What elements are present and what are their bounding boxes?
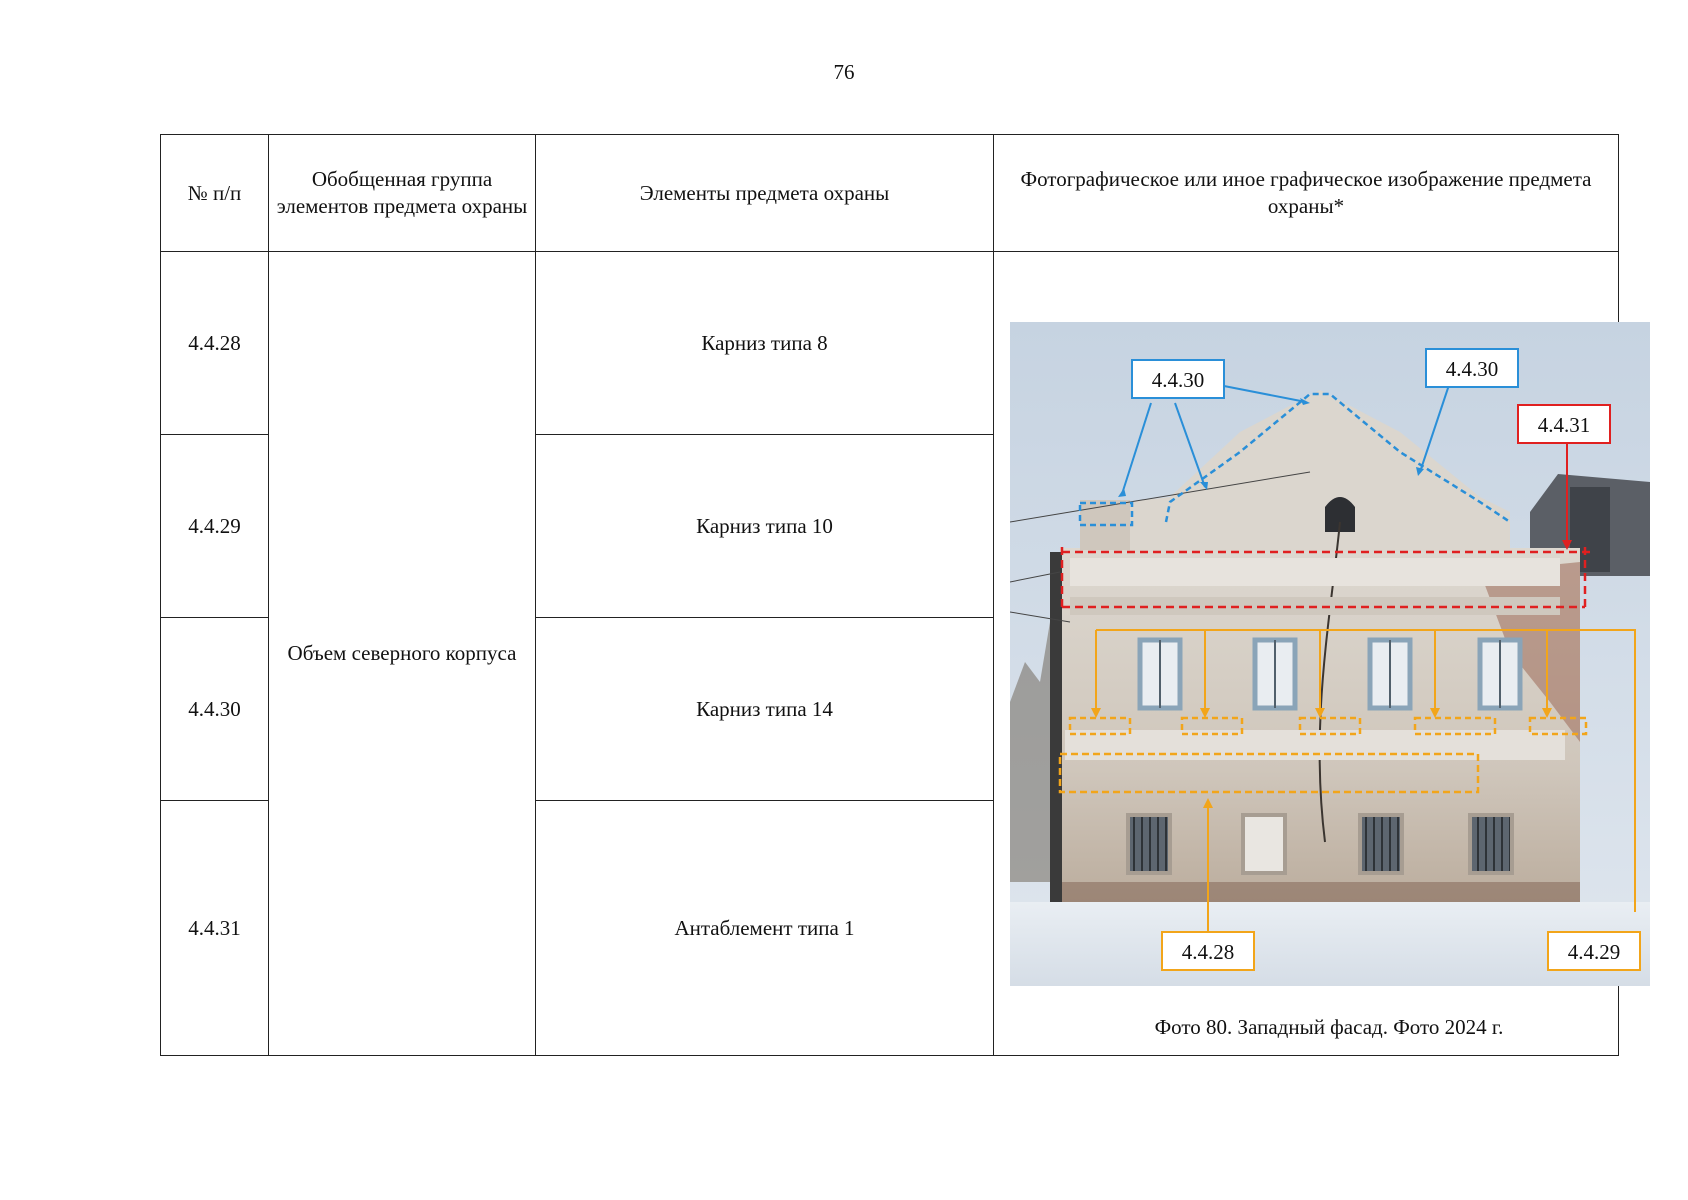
element-name: Карниз типа 8 <box>536 252 994 435</box>
protection-table <box>160 134 1619 1056</box>
row-number: 4.4.30 <box>161 618 269 801</box>
photo-caption: Фото 80. Западный фасад. Фото 2024 г. <box>1154 1015 1504 1039</box>
element-name: Карниз типа 14 <box>536 618 994 801</box>
table-header-row <box>161 135 1619 252</box>
header-elements: Элементы предмета охраны <box>536 135 994 252</box>
page-number: 76 <box>833 60 855 84</box>
element-name: Карниз типа 10 <box>536 435 994 618</box>
label-4-4-29: 4.4.29 <box>1567 940 1621 964</box>
header-num: № п/п <box>161 135 269 252</box>
facade-photo <box>1010 322 1650 986</box>
label-4-4-28: 4.4.28 <box>1181 940 1235 964</box>
row-number: 4.4.31 <box>161 801 269 1056</box>
label-4-4-30-left: 4.4.30 <box>1151 368 1205 392</box>
label-4-4-30-right: 4.4.30 <box>1445 357 1499 381</box>
facade-photo-image <box>1010 322 1650 986</box>
element-name: Антаблемент типа 1 <box>536 801 994 1056</box>
label-4-4-31: 4.4.31 <box>1537 413 1591 437</box>
table-row <box>161 252 1619 435</box>
photo-cell <box>994 252 1619 1056</box>
group-cell: Объем северного корпуса <box>269 252 536 1056</box>
row-number: 4.4.28 <box>161 252 269 435</box>
row-number: 4.4.29 <box>161 435 269 618</box>
header-image: Фотографическое или иное графическое изображение предмета охраны* <box>994 135 1619 252</box>
header-group: Обобщенная группа элементов предмета охраны <box>269 135 536 252</box>
